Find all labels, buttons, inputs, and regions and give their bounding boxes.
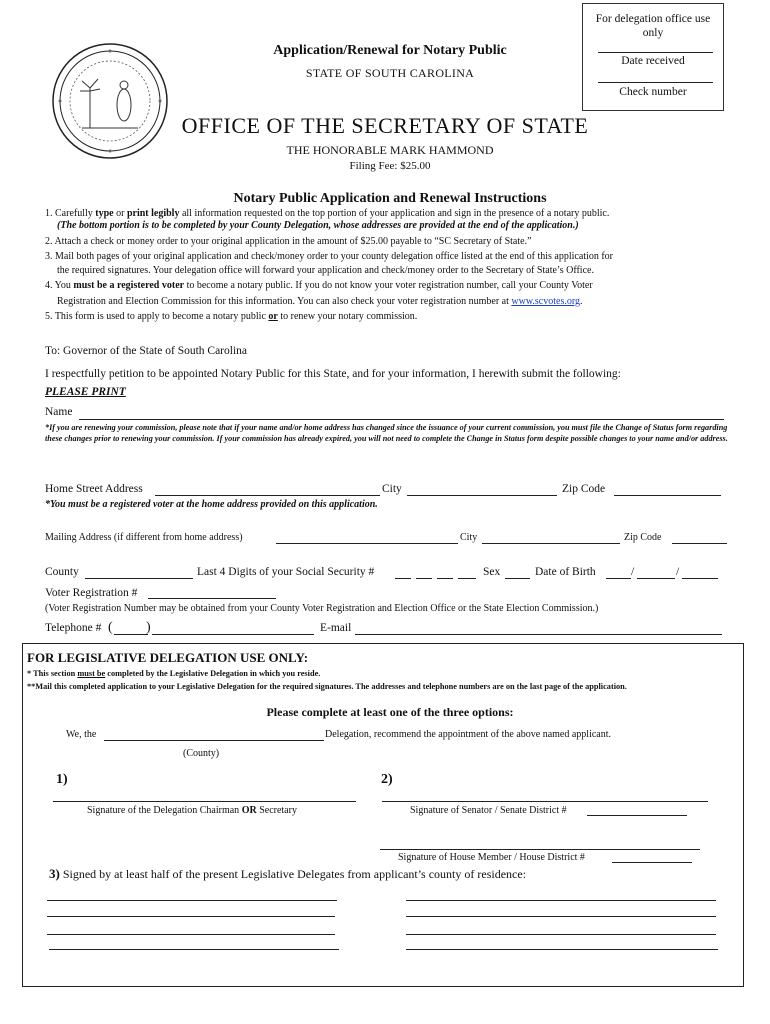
county-field[interactable]: [85, 578, 193, 579]
state-seal: [52, 43, 168, 159]
mailing-label: Mailing Address (if different from home address): [45, 532, 243, 543]
instruction-3: 3. Mail both pages of your original application and check/money order to your county delegation office listed at the end of this application for: [45, 251, 613, 262]
county-label: County: [45, 566, 79, 578]
name-label: Name: [45, 406, 73, 418]
home-street-label: Home Street Address: [45, 483, 143, 495]
county-caption: (County): [183, 748, 220, 759]
delegation-note-2: **Mail this completed application to your Legislative Delegation for the required signatures. The addresses and telephone numbers are on the last page of the application.: [27, 682, 627, 691]
sex-label: Sex: [483, 566, 501, 578]
delegate-signature-line-4[interactable]: [406, 916, 716, 917]
we-the-label: We, the: [66, 729, 97, 740]
chair-signature-caption: Signature of the Delegation Chairman OR Secretary: [87, 805, 297, 816]
instruction-5: 5. This form is used to apply to become a notary public or to renew your notary commission.: [45, 311, 418, 322]
name-field[interactable]: [79, 419, 724, 420]
option-3: 3) Signed by at least half of the present Legislative Delegates from applicant’s county of residence:: [49, 866, 527, 881]
mailing-city-label: City: [460, 532, 478, 543]
ssn-digit-2[interactable]: [416, 578, 432, 579]
ssn-digit-3[interactable]: [437, 578, 453, 579]
county-delegation-field[interactable]: [104, 740, 324, 741]
ssn-digit-1[interactable]: [395, 578, 411, 579]
delegate-signature-line-2[interactable]: [406, 900, 716, 901]
instruction-2: 2. Attach a check or money order to your original application in the amount of $25.00 payable to “SC Secretary of State.”: [45, 236, 532, 247]
dob-label: Date of Birth: [535, 566, 596, 578]
instructions-heading: Notary Public Application and Renewal Instructions: [233, 191, 547, 206]
instruction-3-cont: the required signatures. Your delegation office will forward your application and check/money order to the Secretary of State’s Office.: [57, 265, 594, 276]
check-number-label: Check number: [619, 86, 687, 98]
filing-fee: Filing Fee: $25.00: [349, 160, 431, 172]
delegate-signature-line-8[interactable]: [406, 949, 718, 950]
mailing-zip-label: Zip Code: [624, 532, 662, 543]
please-print: PLEASE PRINT: [45, 386, 126, 398]
option-2-label: 2): [381, 772, 393, 787]
office-use-title: For delegation office use only: [595, 13, 711, 39]
area-code-open: (: [108, 620, 113, 635]
date-received-line: [598, 52, 713, 53]
voter-reg-label: Voter Registration #: [45, 587, 138, 599]
scvotes-link[interactable]: www.scvotes.org: [511, 296, 580, 307]
delegation-title: FOR LEGISLATIVE DELEGATION USE ONLY:: [27, 650, 309, 665]
form-title: Application/Renewal for Notary Public: [273, 43, 507, 58]
delegate-signature-line-5[interactable]: [47, 934, 335, 935]
petition-body: I respectfully petition to be appointed Notary Public for this State, and for your information, I herewith submit the following:: [45, 368, 621, 380]
delegate-signature-line-3[interactable]: [47, 916, 335, 917]
office-name: OFFICE OF THE SECRETARY OF STATE: [181, 113, 589, 138]
zip-label: Zip Code: [562, 483, 606, 495]
ssn-label: Last 4 Digits of your Social Security #: [197, 566, 375, 578]
delegate-signature-line-1[interactable]: [47, 900, 337, 901]
state-name: STATE OF SOUTH CAROLINA: [305, 66, 475, 80]
recommend-text: Delegation, recommend the appointment of the above named applicant.: [325, 729, 612, 740]
sex-field[interactable]: [505, 578, 530, 579]
city-label: City: [382, 483, 402, 495]
email-field[interactable]: [355, 634, 722, 635]
dob-slash-2: /: [676, 566, 680, 578]
delegation-note-1: * This section must be completed by the Legislative Delegation in which you reside.: [27, 669, 321, 678]
house-signature-caption: Signature of House Member / House District #: [398, 852, 585, 863]
area-code-close: ): [146, 620, 151, 635]
mailing-zip-field[interactable]: [672, 543, 727, 544]
house-district-field[interactable]: [612, 862, 692, 863]
instruction-4-cont: Registration and Election Commission for this information. You can also check your voter registration number at www.scvotes.org.: [57, 296, 583, 307]
voter-reg-field[interactable]: [148, 598, 276, 599]
zip-field[interactable]: [614, 495, 721, 496]
city-field[interactable]: [407, 495, 557, 496]
senator-signature-caption: Signature of Senator / Senate District #: [410, 805, 567, 816]
telephone-field[interactable]: [152, 634, 314, 635]
dob-day[interactable]: [637, 578, 675, 579]
home-street-field[interactable]: [155, 495, 380, 496]
email-label: E-mail: [320, 622, 352, 634]
senator-signature-line[interactable]: [382, 801, 708, 802]
date-received-label: Date received: [621, 55, 685, 67]
option-1-label: 1): [56, 772, 68, 787]
telephone-label: Telephone #: [45, 622, 102, 634]
office-use-box: [582, 3, 724, 111]
dob-month[interactable]: [606, 578, 631, 579]
delegate-signature-line-7[interactable]: [49, 949, 339, 950]
petition-to: To: Governor of the State of South Carolina: [45, 345, 248, 357]
dob-year[interactable]: [682, 578, 718, 579]
options-heading: Please complete at least one of the three options:: [266, 705, 514, 719]
chair-signature-line[interactable]: [53, 801, 356, 802]
voter-reg-note: (Voter Registration Number may be obtained from your County Voter Registration and Election Office or the State Election Commission.): [45, 603, 599, 614]
ssn-digit-4[interactable]: [458, 578, 476, 579]
area-code-field[interactable]: [114, 634, 148, 635]
dob-slash-1: /: [631, 566, 635, 578]
mailing-city-field[interactable]: [482, 543, 620, 544]
house-signature-line[interactable]: [380, 849, 700, 850]
instruction-4: 4. You must be a registered voter to become a notary public. If you do not know your voter registration number, call your County Voter: [45, 280, 593, 291]
mailing-field[interactable]: [276, 543, 458, 544]
senate-district-field[interactable]: [587, 815, 687, 816]
official-name: THE HONORABLE MARK HAMMOND: [286, 143, 494, 157]
registered-voter-note: *You must be a registered voter at the home address provided on this application.: [45, 499, 378, 510]
name-change-note: *If you are renewing your commission, please note that if your name and/or home address has changed since the issuance of your current commission, you must file the Change of Status form regarding these changes prior to renewing your commission. If your commission has already expired, you will not need to complete the Change in Status form despite possible changes to your name and/or address.: [45, 423, 728, 443]
delegate-signature-line-6[interactable]: [406, 934, 716, 935]
instruction-1: 1. Carefully type or print legibly all information requested on the top portion of your application and sign in the presence of a notary public.: [45, 208, 610, 219]
instruction-1-note: (The bottom portion is to be completed by your County Delegation, whose addresses are provided at the end of the application.): [57, 220, 579, 231]
check-number-line: [598, 82, 713, 83]
